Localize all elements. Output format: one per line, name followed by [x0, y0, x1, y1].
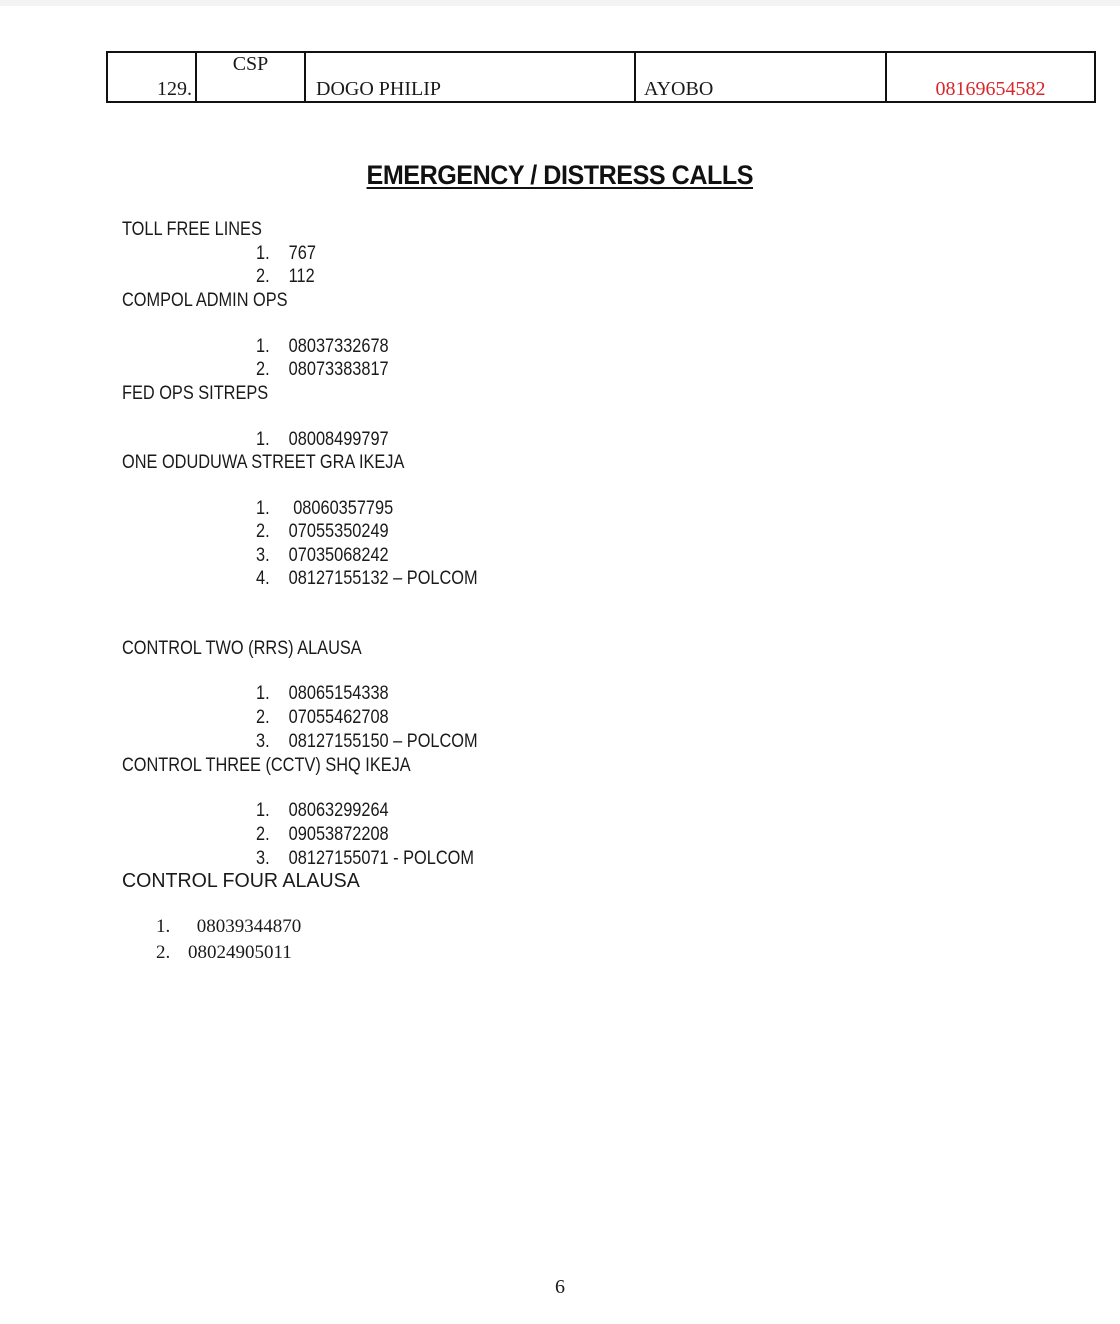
phone-cell — [886, 52, 1095, 102]
list-item — [156, 942, 292, 964]
item-number: 2. — [156, 942, 171, 963]
rank: CSP — [232, 53, 269, 75]
list-item — [256, 498, 393, 520]
list-item — [156, 916, 301, 938]
item-number: 2. — [256, 707, 270, 728]
item-number: 1. — [256, 243, 270, 264]
item-phone: 08024905011 — [188, 942, 292, 963]
section-heading: CONTROL TWO (RRS) ALAUSA — [122, 638, 362, 659]
item-number: 1. — [256, 429, 270, 450]
division: AYOBO — [644, 78, 714, 100]
section-heading: ONE ODUDUWA STREET GRA IKEJA — [122, 452, 405, 473]
item-number: 1. — [256, 683, 270, 704]
list-item — [256, 359, 389, 381]
item-number: 4. — [256, 568, 270, 589]
section-heading: FED OPS SITREPS — [122, 383, 269, 404]
section-heading: CONTROL THREE (CCTV) SHQ IKEJA — [122, 755, 411, 776]
item-number: 1. — [156, 916, 171, 937]
item-phone: 08127155132 – POLCOM — [288, 568, 478, 589]
item-phone: 08073383817 — [288, 359, 389, 380]
item-phone: 08037332678 — [288, 336, 389, 357]
item-number: 2. — [256, 521, 270, 542]
item-number: 2. — [256, 359, 270, 380]
list-item — [256, 683, 389, 705]
item-phone: 07055350249 — [288, 521, 389, 542]
item-phone: 09053872208 — [288, 824, 389, 845]
list-item — [256, 336, 389, 358]
list-item — [256, 824, 389, 846]
page-top-edge — [0, 0, 1120, 6]
item-number: 2. — [256, 824, 270, 845]
item-phone: 07035068242 — [288, 545, 389, 566]
list-item — [256, 243, 316, 265]
list-item — [256, 707, 389, 729]
item-phone: 07055462708 — [288, 707, 389, 728]
item-number: 3. — [256, 848, 270, 869]
item-number: 1. — [256, 336, 270, 357]
page-title — [0, 160, 1120, 191]
item-number: 3. — [256, 731, 270, 752]
page-number: 6 — [555, 1276, 565, 1298]
item-phone: 112 — [288, 266, 315, 287]
table-row — [107, 52, 1095, 102]
list-item — [256, 429, 389, 451]
list-item — [256, 266, 315, 288]
serial-number: 129. — [157, 78, 192, 100]
directory-table — [106, 51, 1096, 103]
list-item — [256, 568, 478, 590]
section-heading: CONTROL FOUR ALAUSA — [122, 870, 360, 892]
section-heading: COMPOL ADMIN OPS — [122, 290, 288, 311]
item-phone: 08060357795 — [288, 498, 394, 519]
page-title-text: EMERGENCY / DISTRESS CALLS — [366, 160, 754, 190]
section-heading: TOLL FREE LINES — [122, 219, 262, 240]
serial-cell — [107, 52, 196, 102]
list-item — [256, 848, 474, 870]
item-phone: 08127155071 - POLCOM — [288, 848, 474, 869]
item-number: 1. — [256, 498, 270, 519]
item-number: 3. — [256, 545, 270, 566]
list-item — [256, 800, 389, 822]
item-phone: 08008499797 — [288, 429, 389, 450]
item-number: 1. — [256, 800, 270, 821]
item-phone: 08039344870 — [192, 916, 302, 937]
item-phone: 08063299264 — [288, 800, 389, 821]
item-phone: 08065154338 — [288, 683, 389, 704]
item-phone: 08127155150 – POLCOM — [288, 731, 478, 752]
item-number: 2. — [256, 266, 270, 287]
name-cell — [305, 52, 635, 102]
rank-cell — [196, 52, 305, 102]
list-item — [256, 731, 478, 753]
list-item — [256, 545, 389, 567]
officer-name: DOGO PHILIP — [316, 78, 441, 100]
list-item — [256, 521, 389, 543]
phone-number: 08169654582 — [935, 78, 1046, 100]
division-cell — [635, 52, 886, 102]
item-phone: 767 — [288, 243, 316, 264]
